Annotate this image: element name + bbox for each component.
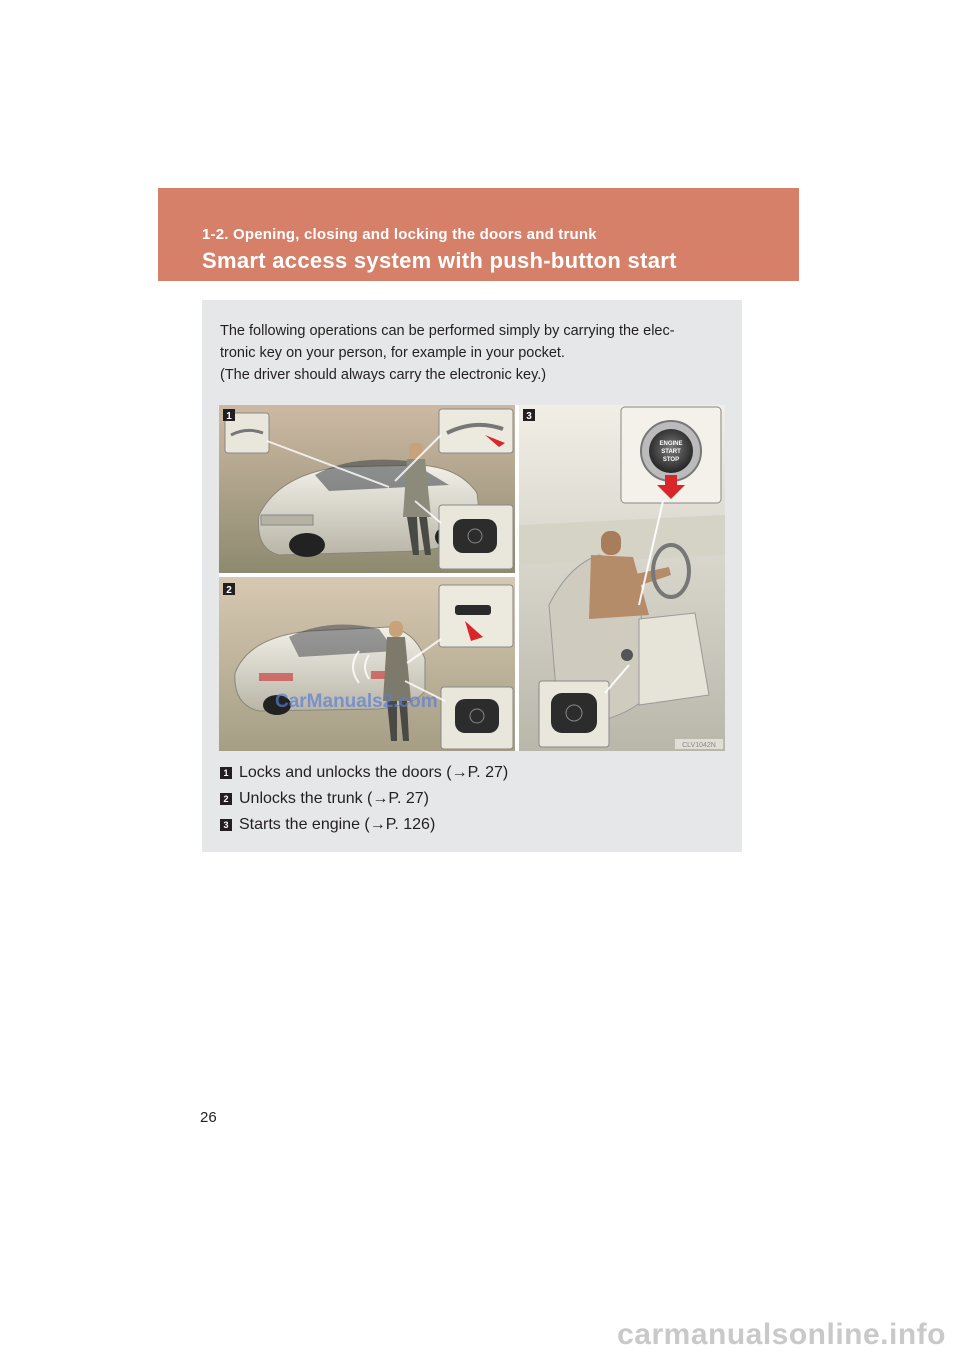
button-text-stop: STOP (662, 457, 680, 463)
driver-head (601, 531, 621, 555)
electronic-key-1 (453, 519, 497, 553)
figure-watermark: CarManuals2.com (275, 691, 438, 712)
item-number-1: 1 (220, 767, 232, 779)
list-item (220, 786, 720, 812)
tail-light-left (259, 673, 293, 681)
list-item (220, 812, 720, 838)
page-title: Smart access system with push-button start (202, 248, 677, 273)
item-text-3: Starts the engine (→P. 126) (239, 816, 436, 833)
item-text-2: Unlocks the trunk (→P. 27) (239, 790, 430, 807)
electronic-key-3 (551, 693, 597, 733)
item-number-3: 3 (220, 819, 232, 831)
site-watermark: carmanualsonline.info (617, 1318, 946, 1351)
figure-label-3-text: 3 (526, 411, 532, 422)
panel-2-trunk-unlock (219, 577, 515, 751)
panel-3-engine-start (519, 405, 725, 751)
intro-line-2: tronic key on your person, for example in your pocket. (220, 345, 565, 361)
figure-label-2-text: 2 (226, 585, 232, 596)
list-item (220, 760, 720, 786)
figure-code: CLV1042N (682, 742, 716, 749)
button-text-engine: ENGINE (659, 441, 683, 447)
electronic-key-2 (455, 699, 499, 733)
console-button (621, 649, 633, 661)
front-grille (261, 515, 313, 525)
item-text-1: Locks and unlocks the doors (→P. 27) (239, 764, 509, 781)
panel-1-door-lock (219, 405, 515, 573)
page-number: 26 (200, 1109, 217, 1126)
intro-line-3: (The driver should always carry the electronic key.) (220, 367, 547, 383)
content-panel (202, 300, 742, 852)
operation-list (220, 760, 720, 838)
header-band (158, 188, 799, 281)
intro-text (220, 320, 728, 386)
section-label: 1-2. Opening, closing and locking the doors and trunk (202, 226, 597, 243)
trunk-switch (455, 605, 491, 615)
illustration-svg (219, 405, 725, 751)
person-1-head (409, 443, 423, 459)
item-number-2: 2 (220, 793, 232, 805)
front-wheel (289, 533, 325, 557)
button-text-start: START (661, 449, 681, 455)
intro-line-1: The following operations can be performed simply by carrying the elec- (220, 323, 675, 339)
illustration (219, 405, 725, 751)
person-2-head (389, 621, 403, 637)
figure-label-1-text: 1 (226, 411, 232, 422)
